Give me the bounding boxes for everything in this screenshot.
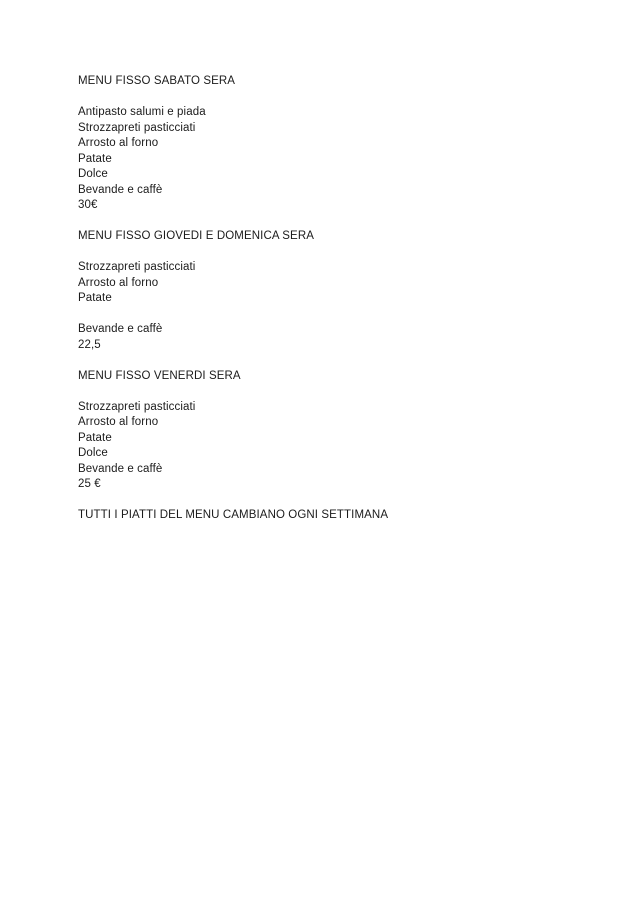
blank-line: [78, 307, 600, 323]
menu-price-line: 30€: [78, 199, 98, 211]
menu-item-line: Arrosto al forno: [78, 276, 159, 289]
menu-item-line: Arrosto al forno: [78, 137, 159, 149]
menu-item-line: Dolce: [78, 168, 108, 180]
menu-section-heading: MENU FISSO GIOVEDI E DOMENICA SERA: [78, 230, 314, 242]
menu-item-line: Strozzapreti pasticciati: [78, 121, 196, 134]
menu-section-heading: MENU FISSO SABATO SERA: [78, 75, 236, 87]
menu-item-line: Bevande e caffè: [78, 183, 163, 196]
document-text-block: [78, 74, 600, 524]
blank-line: [78, 90, 600, 106]
menu-item-line: Patate: [78, 152, 112, 165]
menu-item-line: Patate: [78, 431, 112, 444]
blank-line: [78, 493, 600, 509]
menu-item-line: Strozzapreti pasticciati: [78, 400, 196, 413]
blank-line: [78, 245, 600, 261]
menu-item-line: Antipasto salumi e piada: [78, 106, 206, 118]
footer-note-line: TUTTI I PIATTI DEL MENU CAMBIANO OGNI SETTIMANA: [78, 509, 389, 521]
menu-item-line: Arrosto al forno: [78, 416, 159, 428]
blank-line: [78, 214, 600, 230]
blank-line: [78, 384, 600, 400]
menu-price-line: 25 €: [78, 478, 101, 490]
menu-price-line: 22,5: [78, 338, 101, 351]
menu-section-heading: MENU FISSO VENERDI SERA: [78, 369, 241, 382]
menu-item-line: Bevande e caffè: [78, 323, 163, 335]
menu-item-line: Patate: [78, 292, 112, 304]
menu-item-line: Dolce: [78, 447, 108, 459]
blank-line: [78, 353, 600, 369]
menu-item-line: Strozzapreti pasticciati: [78, 261, 196, 273]
menu-item-line: Bevande e caffè: [78, 462, 163, 475]
